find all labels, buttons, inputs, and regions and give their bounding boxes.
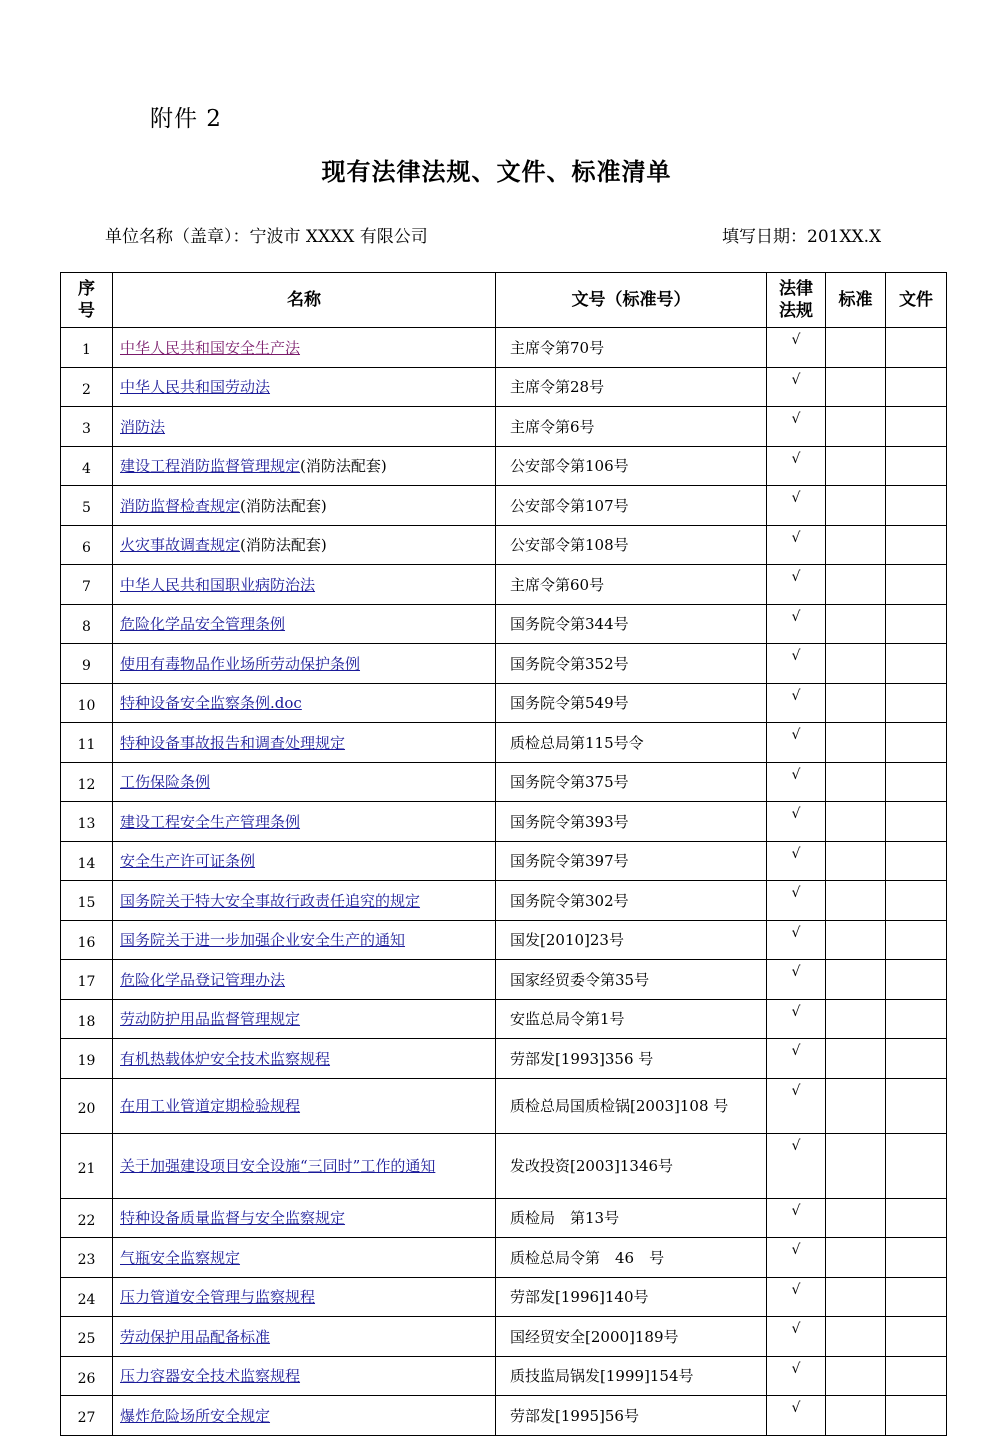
col-header-law: 法律 法规 xyxy=(767,273,826,328)
table-row xyxy=(61,407,947,447)
document-number: 劳部发[1996]140号 xyxy=(496,1277,767,1317)
table-row xyxy=(61,1356,947,1396)
regulation-name-cell xyxy=(113,565,496,605)
law-checkmark: √ xyxy=(767,1039,826,1079)
table-row xyxy=(61,644,947,684)
table-row xyxy=(61,1039,947,1079)
document-number: 国家经贸委令第35号 xyxy=(496,960,767,1000)
document-number: 发改投资[2003]1346号 xyxy=(496,1133,767,1198)
standard-checkmark xyxy=(826,723,886,763)
document-number: 质检局 第13号 xyxy=(496,1198,767,1238)
document-checkmark xyxy=(886,446,947,486)
regulation-name-cell xyxy=(113,841,496,881)
row-number: 17 xyxy=(61,960,113,1000)
row-number: 4 xyxy=(61,446,113,486)
document-number: 质检总局令第 46 号 xyxy=(496,1238,767,1278)
regulation-name-cell xyxy=(113,920,496,960)
regulation-name-cell xyxy=(113,683,496,723)
row-number: 22 xyxy=(61,1198,113,1238)
regulation-link[interactable]: 压力容器安全技术监察规程 xyxy=(120,1367,301,1386)
regulation-link[interactable]: 工伤保险条例 xyxy=(120,773,211,792)
regulation-name-cell xyxy=(113,1078,496,1133)
regulation-link[interactable]: 劳动防护用品监督管理规定 xyxy=(120,1010,301,1029)
row-number: 1 xyxy=(61,328,113,368)
table-row xyxy=(61,1078,947,1133)
row-number: 11 xyxy=(61,723,113,763)
standard-checkmark xyxy=(826,1238,886,1278)
row-number: 18 xyxy=(61,999,113,1039)
document-checkmark xyxy=(886,683,947,723)
document-checkmark xyxy=(886,999,947,1039)
standard-checkmark xyxy=(826,1039,886,1079)
law-checkmark: √ xyxy=(767,1198,826,1238)
row-number: 25 xyxy=(61,1317,113,1357)
regulation-link[interactable]: 消防监督检查规定 xyxy=(120,496,241,515)
regulation-link[interactable]: 劳动保护用品配备标准 xyxy=(120,1327,271,1346)
law-checkmark: √ xyxy=(767,367,826,407)
regulation-link[interactable]: 火灾事故调查规定 xyxy=(120,536,241,555)
regulation-link[interactable]: 建设工程消防监督管理规定 xyxy=(120,457,301,476)
table-row xyxy=(61,1238,947,1278)
document-number: 国务院令第397号 xyxy=(496,841,767,881)
row-number: 26 xyxy=(61,1356,113,1396)
row-number: 15 xyxy=(61,881,113,921)
standard-checkmark xyxy=(826,1198,886,1238)
table-row xyxy=(61,446,947,486)
table-row xyxy=(61,367,947,407)
standard-checkmark xyxy=(826,841,886,881)
standard-checkmark xyxy=(826,644,886,684)
regulation-name-cell xyxy=(113,802,496,842)
law-checkmark: √ xyxy=(767,486,826,526)
regulation-name-cell xyxy=(113,644,496,684)
standard-checkmark xyxy=(826,446,886,486)
col-header-code: 文号（标准号） xyxy=(496,273,767,328)
regulation-link[interactable]: 有机热载体炉安全技术监察规程 xyxy=(120,1049,331,1068)
regulation-link[interactable]: 国务院关于特大安全事故行政责任追究的规定 xyxy=(120,891,421,910)
law-checkmark: √ xyxy=(767,1133,826,1198)
table-row xyxy=(61,723,947,763)
regulation-name-cell xyxy=(113,367,496,407)
document-checkmark xyxy=(886,723,947,763)
standard-checkmark xyxy=(826,762,886,802)
standard-checkmark xyxy=(826,1277,886,1317)
regulation-link[interactable]: 消防法 xyxy=(120,417,166,436)
table-row xyxy=(61,1133,947,1198)
row-number: 6 xyxy=(61,525,113,565)
regulation-name-cell xyxy=(113,1356,496,1396)
row-number: 5 xyxy=(61,486,113,526)
document-number: 公安部令第108号 xyxy=(496,525,767,565)
document-checkmark xyxy=(886,1133,947,1198)
document-checkmark xyxy=(886,604,947,644)
document-checkmark xyxy=(886,881,947,921)
standard-checkmark xyxy=(826,1356,886,1396)
table-row xyxy=(61,960,947,1000)
table-row xyxy=(61,762,947,802)
document-number: 国务院令第375号 xyxy=(496,762,767,802)
document-number: 安监总局令第1号 xyxy=(496,999,767,1039)
standard-checkmark xyxy=(826,525,886,565)
table-row xyxy=(61,881,947,921)
document-number: 质检总局第115号令 xyxy=(496,723,767,763)
law-checkmark: √ xyxy=(767,960,826,1000)
page-title: 现有法律法规、文件、标准清单 xyxy=(321,157,672,186)
table-row xyxy=(61,1198,947,1238)
row-number: 13 xyxy=(61,802,113,842)
col-header-number: 序 号 xyxy=(61,273,113,328)
regulation-link[interactable]: 中华人民共和国劳动法 xyxy=(120,378,271,397)
law-checkmark: √ xyxy=(767,999,826,1039)
regulation-name-cell xyxy=(113,486,496,526)
document-checkmark xyxy=(886,1277,947,1317)
row-number: 9 xyxy=(61,644,113,684)
document-number: 主席令第70号 xyxy=(496,328,767,368)
row-number: 2 xyxy=(61,367,113,407)
regulation-link[interactable]: 危险化学品安全管理条例 xyxy=(120,615,286,634)
document-checkmark xyxy=(886,486,947,526)
regulation-name-cell xyxy=(113,1277,496,1317)
row-number: 21 xyxy=(61,1133,113,1198)
document-number: 公安部令第107号 xyxy=(496,486,767,526)
standard-checkmark xyxy=(826,1078,886,1133)
regulation-name-cell xyxy=(113,1039,496,1079)
document-checkmark xyxy=(886,525,947,565)
row-number: 3 xyxy=(61,407,113,447)
table-row xyxy=(61,486,947,526)
document-number: 公安部令第106号 xyxy=(496,446,767,486)
regulation-name-cell xyxy=(113,1238,496,1278)
document-number: 劳部发[1993]356 号 xyxy=(496,1039,767,1079)
row-number: 20 xyxy=(61,1078,113,1133)
law-checkmark: √ xyxy=(767,1317,826,1357)
regulation-link[interactable]: 国务院关于进一步加强企业安全生产的通知 xyxy=(120,931,406,950)
regulation-link[interactable]: 气瓶安全监察规定 xyxy=(120,1248,241,1267)
document-number: 质检总局国质检锅[2003]108 号 xyxy=(496,1078,767,1133)
unit-name: 单位名称（盖章）：宁波市 XXXX 有限公司 xyxy=(105,227,428,247)
document-number: 质技监局锅发[1999]154号 xyxy=(496,1356,767,1396)
document-checkmark xyxy=(886,1039,947,1079)
standard-checkmark xyxy=(826,486,886,526)
attachment-label: 附件 2 xyxy=(150,106,222,132)
document-number: 国发[2010]23号 xyxy=(496,920,767,960)
regulation-link[interactable]: 爆炸危险场所安全规定 xyxy=(120,1406,271,1425)
document-number: 国务院令第344号 xyxy=(496,604,767,644)
standard-checkmark xyxy=(826,1317,886,1357)
document-checkmark xyxy=(886,1078,947,1133)
standard-checkmark xyxy=(826,565,886,605)
standard-checkmark xyxy=(826,881,886,921)
regulation-name-cell xyxy=(113,762,496,802)
regulation-name-cell xyxy=(113,1133,496,1198)
fill-date: 填写日期：201XX.X xyxy=(722,227,882,247)
document-checkmark xyxy=(886,328,947,368)
document-number: 国务院令第393号 xyxy=(496,802,767,842)
regulation-suffix: (消防法配套) xyxy=(240,536,327,555)
law-checkmark: √ xyxy=(767,920,826,960)
law-checkmark: √ xyxy=(767,1277,826,1317)
standard-checkmark xyxy=(826,960,886,1000)
law-checkmark: √ xyxy=(767,1078,826,1133)
law-checkmark: √ xyxy=(767,1356,826,1396)
document-checkmark xyxy=(886,960,947,1000)
document-checkmark xyxy=(886,802,947,842)
regulation-name-cell xyxy=(113,723,496,763)
law-checkmark: √ xyxy=(767,604,826,644)
regulation-name-cell xyxy=(113,525,496,565)
table-header-row xyxy=(61,273,947,328)
document-checkmark xyxy=(886,644,947,684)
table-row xyxy=(61,841,947,881)
standard-checkmark xyxy=(826,802,886,842)
law-checkmark: √ xyxy=(767,802,826,842)
document-number: 国务院令第352号 xyxy=(496,644,767,684)
document-number: 主席令第28号 xyxy=(496,367,767,407)
table-row xyxy=(61,565,947,605)
col-header-document: 文件 xyxy=(886,273,947,328)
law-checkmark: √ xyxy=(767,683,826,723)
row-number: 27 xyxy=(61,1396,113,1436)
law-checkmark: √ xyxy=(767,407,826,447)
law-checkmark: √ xyxy=(767,881,826,921)
row-number: 19 xyxy=(61,1039,113,1079)
regulation-link[interactable]: 建设工程安全生产管理条例 xyxy=(120,812,301,831)
document-checkmark xyxy=(886,920,947,960)
regulation-link[interactable]: 安全生产许可证条例 xyxy=(120,852,256,871)
standard-checkmark xyxy=(826,683,886,723)
document-number: 主席令第6号 xyxy=(496,407,767,447)
table-row xyxy=(61,328,947,368)
row-number: 16 xyxy=(61,920,113,960)
regulation-link[interactable]: 压力管道安全管理与监察规程 xyxy=(120,1288,316,1307)
document-checkmark xyxy=(886,1238,947,1278)
document-checkmark xyxy=(886,762,947,802)
regulation-name-cell xyxy=(113,604,496,644)
table-row xyxy=(61,1396,947,1436)
regulation-link[interactable]: 关于加强建设项目安全设施“三同时”工作的通知 xyxy=(120,1157,436,1175)
row-number: 14 xyxy=(61,841,113,881)
regulation-name-cell xyxy=(113,1396,496,1436)
regulation-link[interactable]: 危险化学品登记管理办法 xyxy=(120,970,286,989)
row-number: 12 xyxy=(61,762,113,802)
document-number: 国经贸安全[2000]189号 xyxy=(496,1317,767,1357)
regulation-name-cell xyxy=(113,960,496,1000)
document-number: 劳部发[1995]56号 xyxy=(496,1396,767,1436)
law-checkmark: √ xyxy=(767,841,826,881)
regulation-name-cell xyxy=(113,407,496,447)
regulation-link[interactable]: 使用有毒物品作业场所劳动保护条例 xyxy=(120,654,361,673)
col-header-name: 名称 xyxy=(113,273,496,328)
regulation-link[interactable]: 在用工业管道定期检验规程 xyxy=(120,1097,301,1115)
standard-checkmark xyxy=(826,1133,886,1198)
row-number: 10 xyxy=(61,683,113,723)
document-checkmark xyxy=(886,565,947,605)
law-checkmark: √ xyxy=(767,446,826,486)
standard-checkmark xyxy=(826,367,886,407)
document-number: 国务院令第302号 xyxy=(496,881,767,921)
law-checkmark: √ xyxy=(767,1396,826,1436)
document-checkmark xyxy=(886,841,947,881)
standard-checkmark xyxy=(826,920,886,960)
row-number: 7 xyxy=(61,565,113,605)
law-checkmark: √ xyxy=(767,1238,826,1278)
row-number: 24 xyxy=(61,1277,113,1317)
table-row xyxy=(61,999,947,1039)
document-checkmark xyxy=(886,1317,947,1357)
law-checkmark: √ xyxy=(767,644,826,684)
table-row xyxy=(61,1277,947,1317)
regulation-suffix: (消防法配套) xyxy=(240,496,327,515)
col-header-standard: 标准 xyxy=(826,273,886,328)
standard-checkmark xyxy=(826,407,886,447)
document-checkmark xyxy=(886,1198,947,1238)
regulation-link[interactable]: 中华人民共和国职业病防治法 xyxy=(120,575,316,594)
table-row xyxy=(61,1317,947,1357)
law-checkmark: √ xyxy=(767,525,826,565)
table-row xyxy=(61,920,947,960)
document-number: 国务院令第549号 xyxy=(496,683,767,723)
law-checkmark: √ xyxy=(767,328,826,368)
regulation-suffix: (消防法配套) xyxy=(300,457,387,476)
document-checkmark xyxy=(886,1396,947,1436)
row-number: 23 xyxy=(61,1238,113,1278)
regulation-name-cell xyxy=(113,881,496,921)
document-checkmark xyxy=(886,407,947,447)
document-checkmark xyxy=(886,367,947,407)
regulation-name-cell xyxy=(113,999,496,1039)
regulation-name-cell xyxy=(113,1317,496,1357)
law-checkmark: √ xyxy=(767,723,826,763)
standard-checkmark xyxy=(826,999,886,1039)
regulation-link[interactable]: 特种设备质量监督与安全监察规定 xyxy=(120,1209,346,1228)
regulation-name-cell xyxy=(113,328,496,368)
standard-checkmark xyxy=(826,328,886,368)
regulation-link[interactable]: 特种设备事故报告和调查处理规定 xyxy=(120,733,346,752)
document-number: 主席令第60号 xyxy=(496,565,767,605)
regulation-link[interactable]: 特种设备安全监察条例.doc xyxy=(120,694,302,713)
law-checkmark: √ xyxy=(767,762,826,802)
table-row xyxy=(61,683,947,723)
regulation-name-cell xyxy=(113,446,496,486)
regulations-table xyxy=(60,272,947,1436)
table-row xyxy=(61,802,947,842)
regulation-name-cell xyxy=(113,1198,496,1238)
table-row xyxy=(61,525,947,565)
table-row xyxy=(61,604,947,644)
row-number: 8 xyxy=(61,604,113,644)
law-checkmark: √ xyxy=(767,565,826,605)
document-checkmark xyxy=(886,1356,947,1396)
standard-checkmark xyxy=(826,604,886,644)
standard-checkmark xyxy=(826,1396,886,1436)
regulation-link[interactable]: 中华人民共和国安全生产法 xyxy=(120,338,301,357)
